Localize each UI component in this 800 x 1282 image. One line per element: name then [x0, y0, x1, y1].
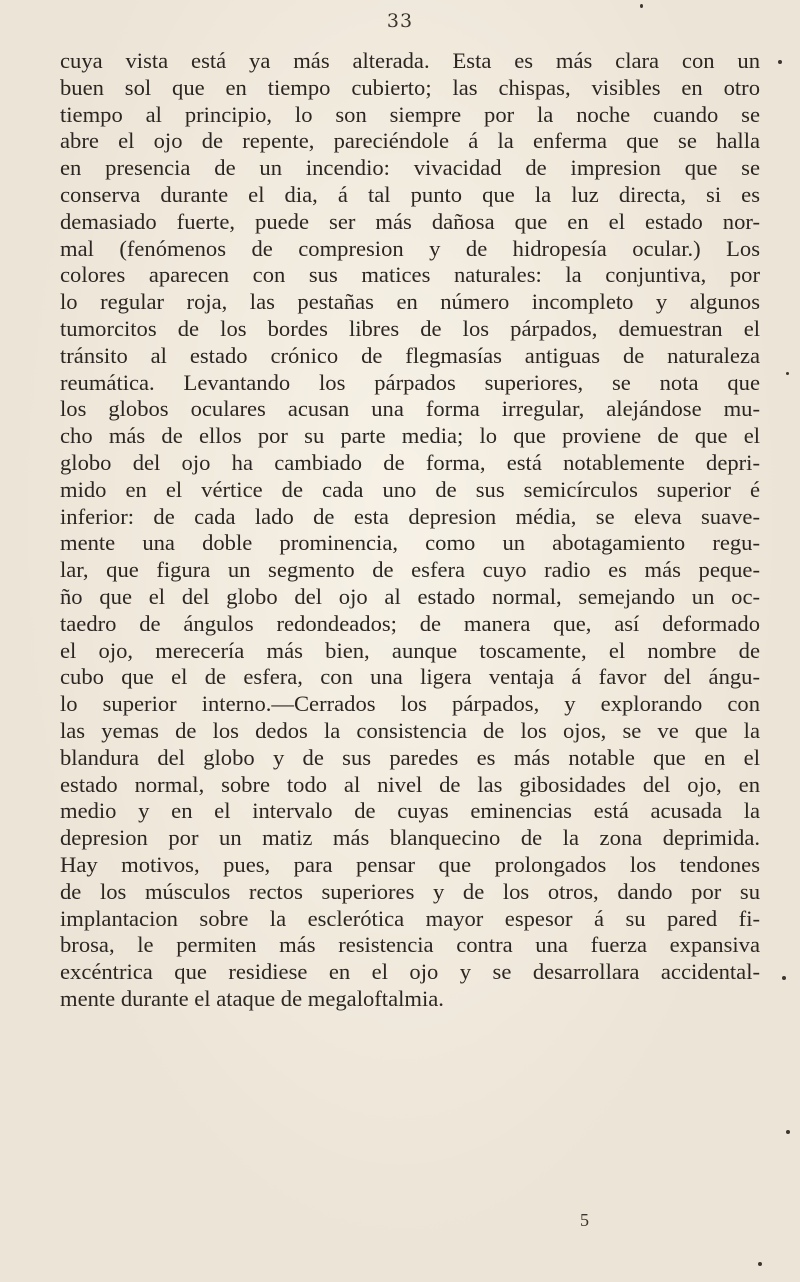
text-line: estado normal, sobre todo al nivel de las gibosidades del ojo, en [60, 771, 760, 797]
ink-speck [640, 4, 643, 8]
page-number: 33 [386, 10, 414, 32]
text-line: cho más de ellos por su parte media; lo que proviene de que el [60, 423, 760, 449]
text-line: Hay motivos, pues, para pensar que prolongados los tendones [60, 851, 760, 877]
text-line: blandura del globo y de sus paredes es más notable que en el [60, 744, 760, 770]
text-line: mente una doble prominencia, como un abotagamiento regu- [60, 530, 760, 556]
text-line-last: mente durante el ataque de megaloftalmia. [60, 985, 444, 1011]
text-line: abre el ojo de repente, pareciéndole á la enferma que se halla [60, 128, 760, 154]
text-line: tránsito al estado crónico de flegmasías antiguas de naturaleza [60, 342, 760, 368]
text-line: mal (fenómenos de compresion y de hidropesía ocular.) Los [60, 235, 760, 261]
text-line: las yemas de los dedos la consistencia de los ojos, se ve que la [60, 717, 760, 743]
text-line: en presencia de un incendio: vivacidad de impresion que se [60, 155, 760, 181]
text-line: depresion por un matiz más blanquecino de la zona deprimida. [60, 825, 760, 851]
text-line: excéntrica que residiese en el ojo y se desarrollara accidental- [60, 959, 760, 985]
text-line: taedro de ángulos redondeados; de manera que, así deformado [60, 610, 760, 636]
text-line: los globos oculares acusan una forma irregular, alejándose mu- [60, 396, 760, 422]
ink-speck [782, 976, 786, 980]
text-line: de los músculos rectos superiores y de los otros, dando por su [60, 878, 760, 904]
text-line: lo regular roja, las pestañas en número incompleto y algunos [60, 289, 760, 315]
text-line: implantacion sobre la esclerótica mayor espesor á su pared fi- [60, 905, 760, 931]
ink-speck [786, 372, 789, 375]
text-line: tiempo al principio, lo son siempre por la noche cuando se [60, 101, 760, 127]
text-line: mido en el vértice de cada uno de sus semicírculos superior é [60, 476, 760, 502]
text-line: demasiado fuerte, puede ser más dañosa que en el estado nor- [60, 208, 760, 234]
ink-speck [786, 1130, 790, 1134]
body-text [60, 48, 760, 1013]
text-line: cuya vista está ya más alterada. Esta es más clara con un [60, 48, 760, 73]
text-line: tumorcitos de los bordes libres de los párpados, demuestran el [60, 315, 760, 341]
text-line: lar, que figura un segmento de esfera cuyo radio es más peque- [60, 557, 760, 583]
text-line: medio y en el intervalo de cuyas eminencias está acusada la [60, 798, 760, 824]
text-line: lo superior interno.—Cerrados los párpados, y explorando con [60, 691, 760, 717]
text-line: conserva durante el dia, á tal punto que la luz directa, si es [60, 181, 760, 207]
text-line: reumática. Levantando los párpados superiores, se nota que [60, 369, 760, 395]
text-line: el ojo, merecería más bien, aunque toscamente, el nombre de [60, 637, 760, 663]
signature-mark: 5 [580, 1210, 589, 1230]
text-line: buen sol que en tiempo cubierto; las chispas, visibles en otro [60, 74, 760, 100]
text-line: colores aparecen con sus matices naturales: la conjuntiva, por [60, 262, 760, 288]
ink-speck [778, 60, 782, 64]
ink-speck [758, 1262, 762, 1266]
text-line: brosa, le permiten más resistencia contra una fuerza expansiva [60, 932, 760, 958]
text-line: ño que el del globo del ojo al estado normal, semejando un oc- [60, 583, 760, 609]
text-line: globo del ojo ha cambiado de forma, está notablemente depri- [60, 449, 760, 475]
text-line: inferior: de cada lado de esta depresion média, se eleva suave- [60, 503, 760, 529]
text-line: cubo que el de esfera, con una ligera ventaja á favor del ángu- [60, 664, 760, 690]
